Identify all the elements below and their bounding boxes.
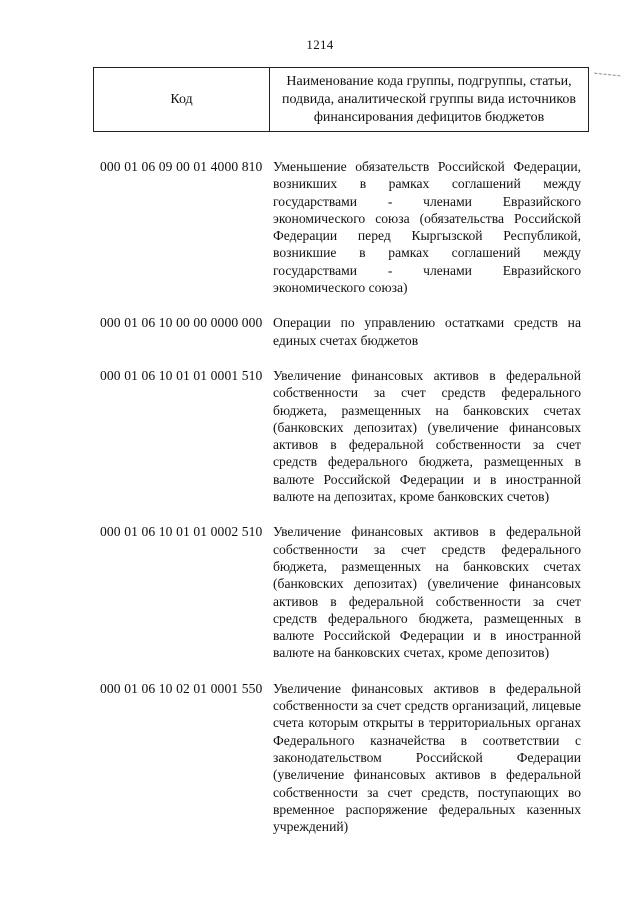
header-table bbox=[93, 67, 589, 132]
row-description: Операции по управлению остатками средств на единых счетах бюджетов bbox=[273, 315, 581, 348]
code-row bbox=[100, 523, 600, 661]
header-name-cell: Наименование кода группы, подгруппы, статьи, подвида, аналитической группы вида источников финансирования дефицитов бюджетов bbox=[270, 68, 589, 132]
code-list bbox=[100, 158, 600, 853]
row-description: Увеличение финансовых активов в федеральной собственности за счет средств федерального бюджета, размещенных на банковских счетах (банковских депозитах) (увеличение финансовых активов в федеральной собственности за счет средств федерального бюджета, размещенных в валюте Российской Федерации и в иностранной валюте на депозитах, кроме банковских счетов) bbox=[273, 367, 581, 505]
row-code: 000 01 06 10 01 01 0001 510 bbox=[100, 367, 263, 383]
code-row bbox=[100, 680, 600, 836]
row-code: 000 01 06 10 02 01 0001 550 bbox=[100, 680, 263, 696]
page-number: 1214 bbox=[306, 37, 334, 52]
scan-artifact bbox=[594, 73, 621, 83]
code-row bbox=[100, 314, 600, 349]
row-description: Увеличение финансовых активов в федеральной собственности за счет средств федерального бюджета, размещенных на банковских счетах (банковских депозитах) (увеличение финансовых активов в федеральной собственности за счет средств федерального бюджета, размещенных в валюте Российской Федерации и в иностранной валюте на банковских счетах, кроме депозитов) bbox=[273, 524, 581, 661]
code-row bbox=[100, 367, 600, 505]
header-code-cell: Код bbox=[94, 68, 270, 132]
code-row bbox=[100, 158, 600, 296]
row-code: 000 01 06 09 00 01 4000 810 bbox=[100, 159, 263, 174]
row-description: Увеличение финансовых активов в федеральной собственности за счет средств организаций, лицевые счета которым открыты в территориальных органах Федерального казначейства в соответствии с законодательством Российской Федерации (увеличение финансовых активов в федеральной собственности за счет средств, поступающих во временное распоряжение федеральных казенных учреждений) bbox=[273, 680, 581, 835]
row-code: 000 01 06 10 00 00 0000 000 bbox=[100, 315, 263, 331]
row-code: 000 01 06 10 01 01 0002 510 bbox=[100, 524, 263, 540]
header-row bbox=[94, 68, 589, 132]
row-description: Уменьшение обязательств Российской Федерации, возникших в рамках соглашений между государствами - членами Евразийского экономического союза (обязательства Российской Федерации перед Кыргызской Республикой, возникшие в рамках соглашений между государствами - членами Евразийского экономического союза) bbox=[273, 159, 581, 296]
